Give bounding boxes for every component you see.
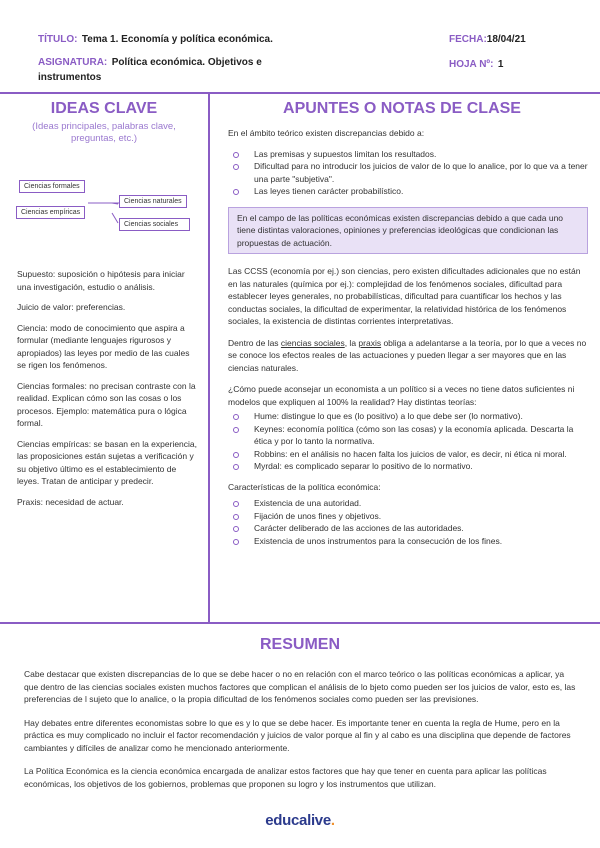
list-item: Fijación de unos fines y objetivos. <box>216 510 588 523</box>
resumen-section <box>0 636 600 798</box>
apuntes-title: APUNTES O NOTAS DE CLASE <box>283 100 521 117</box>
text-span: obliga a adelantarse a la teoría, por lo que a veces no se conoce los efectos reales de las actuaciones y pueden llegar a ser mayores que en las ciencias naturales. <box>228 337 587 373</box>
titulo-label: TÍTULO: <box>38 34 78 45</box>
asignatura-row <box>38 54 338 84</box>
def-praxis: Praxis: necesidad de actuar. <box>17 496 124 507</box>
fecha-label: FECHA: <box>449 34 487 45</box>
list-item: Keynes: economía política (cómo son las cosas) y la economía aplicada. Descarta la ética y por lo tanto la normativa. <box>216 423 588 448</box>
resumen-title: RESUMEN <box>259 636 340 653</box>
logo-text: educalive <box>265 812 331 829</box>
apuntes-praxis-paragraph <box>228 337 588 375</box>
apuntes-intro: En el ámbito teórico existen discrepancias debido a: <box>228 128 425 138</box>
resumen-paragraph: La Política Económica es la ciencia económica encargada de analizar estos factores que hay que tener en cuenta para aplicar las políticas económicas, los objetivos de los gobiernos, problemas que proponen su logro y los instrumentos que utilizan. <box>24 766 547 789</box>
list-item: Carácter deliberado de las acciones de las autoridades. <box>216 522 588 535</box>
educalive-logo <box>0 812 600 830</box>
list-item: Myrdal: es complicado separar lo positivo de lo normativo. <box>216 460 588 473</box>
asignatura-value-line1: Política económica. Objetivos e <box>111 57 262 68</box>
def-ciencias-formales: Ciencias formales: no precisan contraste con la realidad. Explican cómo son las cosas o los procesos. Ejemplo: matemática pura o lógica formal. <box>17 380 196 428</box>
diagram-ciencias-empiricas: Ciencias empíricas <box>16 206 85 219</box>
highlight-box: En el campo de las políticas económicas existen discrepancias debido a que cada uno tiene distintas valoraciones, opiniones y preferencias ideológicas que condicionan las propuestas de actuación. <box>228 207 588 255</box>
list-item: Las leyes tienen carácter probabilístico. <box>216 185 588 198</box>
ideas-clave-title: IDEAS CLAVE <box>50 100 158 117</box>
hoja-value: 1 <box>497 59 504 70</box>
diagram-ciencias-naturales: Ciencias naturales <box>119 195 187 208</box>
titulo-value: Tema 1. Economía y política económica. <box>81 34 273 45</box>
ideas-clave-column <box>0 100 208 145</box>
asignatura-label: ASIGNATURA: <box>38 57 108 68</box>
apuntes-ccss-paragraph: Las CCSS (economía por ej.) son ciencias, pero existen dificultades adicionales que no están en las naturales (química por ej.): complejidad de los fenómenos sociales, dificultad para establecer leyes generales, no probabilísticas, dificultad para cuantificar los hechos y las conductas sociales, la dificultad de experimentar, la relatividad histórica de los fenómenos sociales, la existencia de distintas corrientes interpretativas. <box>228 266 581 326</box>
list-item: Las premisas y supuestos limitan los resultados. <box>216 148 588 161</box>
diagram-ciencias-sociales: Ciencias sociales <box>119 218 190 231</box>
list-item: Existencia de unos instrumentos para la consecución de los fines. <box>216 535 588 548</box>
underlined-term: ciencias sociales <box>280 337 345 348</box>
apuntes-body <box>216 265 588 408</box>
resumen-body <box>0 654 600 790</box>
header <box>0 0 600 92</box>
hoja-label: HOJA Nº: <box>449 59 494 70</box>
hoja-row <box>449 54 503 72</box>
ideas-definitions <box>17 268 197 516</box>
asignatura-value-line2: instrumentos <box>38 72 102 83</box>
apuntes-list-2 <box>216 410 588 473</box>
apuntes-list-1 <box>216 148 588 198</box>
fecha-row <box>449 29 526 47</box>
apuntes-caracteristicas: Características de la política económica: <box>228 481 381 492</box>
titulo-row <box>38 29 273 47</box>
text-span: , la <box>344 337 359 348</box>
fecha-value: 18/04/21 <box>486 34 526 45</box>
text-span: Dentro de las <box>228 337 281 348</box>
list-item: Existencia de una autoridad. <box>216 497 588 510</box>
apuntes-list-3 <box>216 497 588 547</box>
list-item: Hume: distingue lo que es (lo positivo) a lo que debe ser (lo normativo). <box>216 410 588 423</box>
list-item: Dificultad para no introducir los juicios de valor de lo que lo analice, por lo que va a tener una parte "subjetiva". <box>216 160 588 185</box>
apuntes-column <box>216 100 588 547</box>
resumen-paragraph: Cabe destacar que existen discrepancias de lo que se debe hacer o no en relación con el marco teórico o las políticas económicas a aplicar, ya que dentro de las ciencias sociales existen muchos factores que complican el análisis de lo bjeto como pueden ser los juicios de valor, esto es, las preferencias de l sujeto que lo analice, o la propia dificultad de los fenómenos sociales como pueden ser las previsiones. <box>24 669 576 704</box>
def-supuesto: Supuesto: suposición o hipótesis para iniciar una investigación, estudio o análisis. <box>17 269 185 292</box>
connector-sociales <box>112 213 118 223</box>
apuntes-question: ¿Cómo puede aconsejar un economista a un político si a veces no tiene datos suficientes ni modelos que expliquen al 100% la realidad? Hay distintas teorías: <box>228 384 575 407</box>
header-divider <box>0 92 600 94</box>
list-item: Robbins: en el análisis no hacen falta los juicios de valor, es decir, ni ética ni moral. <box>216 448 588 461</box>
diagram-ciencias-formales: Ciencias formales <box>19 180 85 193</box>
def-ciencia: Ciencia: modo de conocimiento que aspira a formular (mediante lenguajes rigurosos y apropiados) las leyes por medio de las cuales se rigen los fenómenos. <box>17 322 190 370</box>
logo-dot: . <box>330 812 335 829</box>
column-divider <box>208 94 210 622</box>
resumen-divider <box>0 622 600 624</box>
def-juicio-valor: Juicio de valor: preferencias. <box>17 302 126 312</box>
ideas-clave-subtitle: (Ideas principales, palabras clave, preguntas, etc.) <box>32 121 176 144</box>
resumen-paragraph: Hay debates entre diferentes economistas sobre lo que es y lo que se debe hacer. Es importante tener en cuenta la regla de Hume, pero en la práctica es muy complicado no incluir el factor recomendación y juicios de valor porque al fin y al cabo es una disciplina que depende de factores cambiantes y difíciles de analizar como he mencionado anteriormente. <box>24 717 571 753</box>
underlined-term: praxis <box>358 337 382 348</box>
def-ciencias-empiricas: Ciencias empíricas: se basan en la experiencia, las proposiciones están sujetas a verificación y su objetivo último es el establecimiento de leyes. Tratan de anticipar y predecir. <box>17 438 198 486</box>
